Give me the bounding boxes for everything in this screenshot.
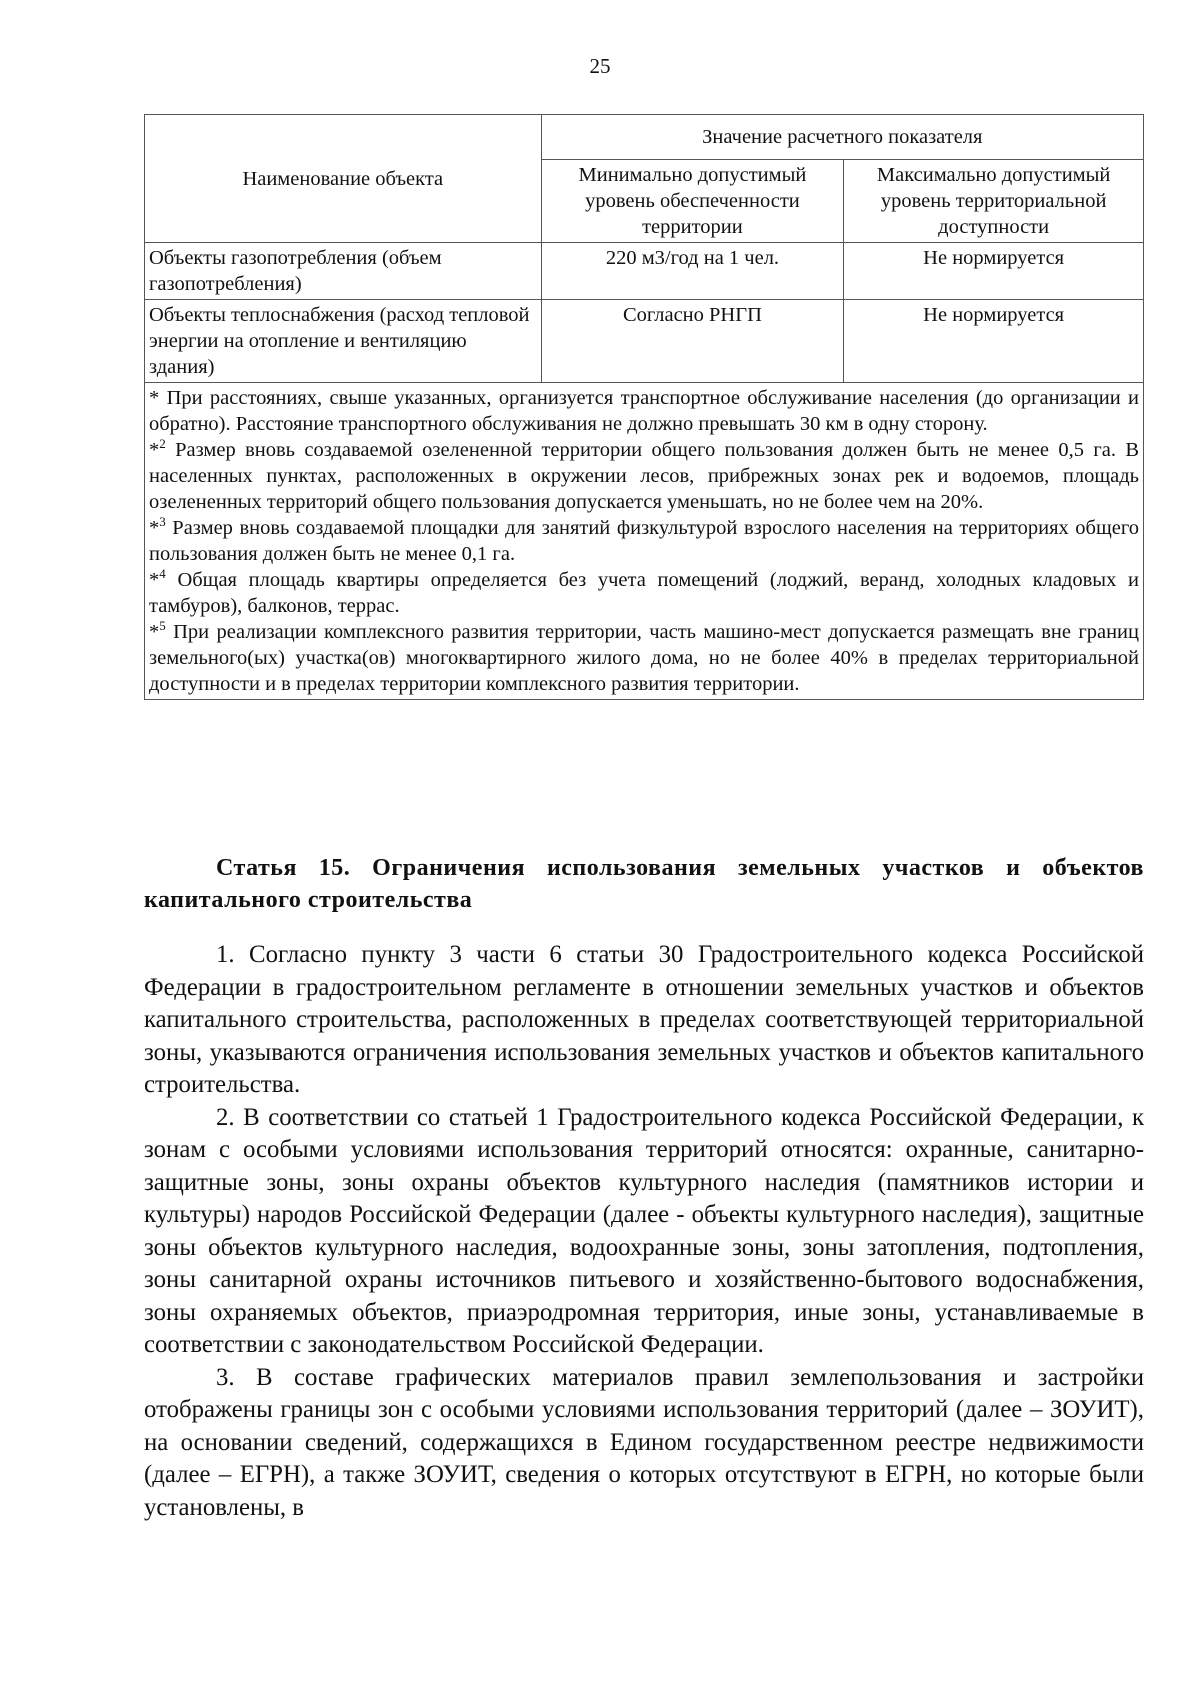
note-item: *$^2$ Размер вновь создаваемой озелененной территории общего пользования должен быть не менее 0,5 га. В населенных пунктах, расположенных в окружении лесов, прибрежных зонах рек и водоемов, площадь озелененных территорий общего пользования допускается уменьшать, но не более чем на 20%. [149,436,1139,513]
table-notes [145,383,1144,700]
row-max: Не нормируется [844,300,1144,383]
row-min: Согласно РНГП [541,300,844,383]
header-max-access: Максимально допустимый уровень территориальной доступности [844,160,1144,243]
row-max: Не нормируется [844,243,1144,300]
norms-table [144,114,1144,700]
note-item: *$^4$ Общая площадь квартиры определяется без учета помещений (лоджий, веранд, холодных кладовых и тамбуров), балконов, террас. [149,566,1139,617]
table-row [145,243,1144,300]
article-paragraph: 2. В соответствии со статьей 1 Градостроительного кодекса Российской Федерации, к зонам с особыми условиями использования территорий относятся: охранные, санитарно-защитные зоны, зоны охраны объектов культурного наследия (памятников истории и культуры) народов Российской Федерации (далее - объекты культурного наследия), защитные зоны объектов культурного наследия, водоохранные зоны, зоны затопления, подтопления, зоны санитарной охраны источников питьевого и хозяйственно-бытового водоснабжения, зоны охраняемых объектов, приаэродромная территория, иные зоны, устанавливаемые в соответствии с законодательством Российской Федерации. [144,1103,1144,1358]
row-name: Объекты газопотребления (объем газопотребления) [145,243,542,300]
article-paragraph: 1. Согласно пункту 3 части 6 статьи 30 Градостроительного кодекса Российской Федерации в градостроительном регламенте в отношении земельных участков и объектов капитального строительства, расположенных в пределах соответствующей территориальной зоны, указываются ограничения использования земельных участков и объектов капитального строительства. [144,941,1144,1098]
note-item: *$^3$ Размер вновь создаваемой площадки для занятий физкультурой взрослого населения на территориях общего пользования должен быть не менее 0,1 га. [149,514,1139,565]
note-item: *$^5$ При реализации комплексного развития территории, часть машино-мест допускается размещать вне границ земельного(ых) участка(ов) многоквартирного жилого дома, но не более 40% в пределах территориальной доступности и в пределах территории комплексного развития территории. [149,618,1139,695]
article-paragraph: 3. В составе графических материалов правил землепользования и застройки отображены границы зон с особыми условиями использования территорий (далее – ЗОУИТ), на основании сведений, содержащихся в Едином государственном реестре недвижимости (далее – ЕГРН), а также ЗОУИТ, сведения о которых отсутствуют в ЕГРН, но которые были установлены, в [144,1363,1144,1521]
page-number: 25 [589,54,611,78]
article-heading: Статья 15. Ограничения использования земельных участков и объектов капитального строительства [144,855,1144,913]
table-notes-row [145,383,1144,700]
article-body [144,939,1144,1524]
table-row [145,300,1144,383]
header-min-level: Минимально допустимый уровень обеспеченности территории [541,160,844,243]
note-item: * При расстояниях, свыше указанных, организуется транспортное обслуживание населения (до организации и обратно). Расстояние транспортного обслуживания не должно превышать 30 км в одну сторону. [149,387,1139,435]
header-indicator-value: Значение расчетного показателя [541,115,1143,160]
header-object-name: Наименование объекта [145,115,542,243]
table-header-row [145,115,1144,160]
row-name: Объекты теплоснабжения (расход тепловой энергии на отопление и вентиляцию здания) [145,300,542,383]
row-min: 220 м3/год на 1 чел. [541,243,844,300]
